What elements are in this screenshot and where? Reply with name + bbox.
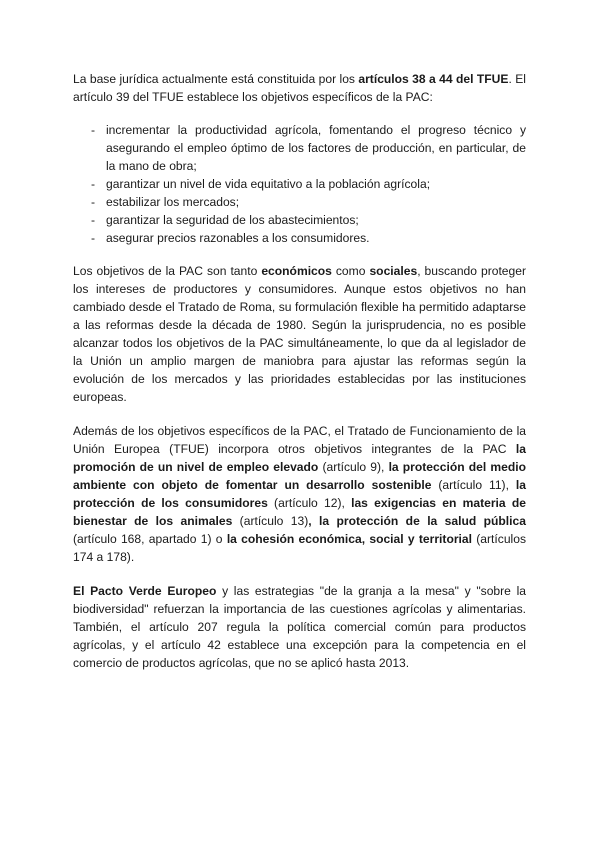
objectives-list [73,121,526,247]
list-item [91,175,526,193]
text: Además de los objetivos específicos de la PAC, el Tratado de Funcionamiento de la Unión Europea (TFUE) incorpora otros objetivos integrantes de la PAC [73,424,526,456]
text: La base jurídica actualmente está constituida por los [73,72,359,86]
bold-text: artículos 38 a 44 del TFUE [358,72,509,86]
bold-text: la promoción de un nivel de empleo elevado [73,442,526,474]
dash-bullet: - [91,213,96,227]
bold-text: las exigencias en materia de bienestar de los animales [73,496,526,528]
text: (artículos 174 a 178). [73,532,527,564]
list-item-text: garantizar la seguridad de los abastecimientos; [106,213,359,227]
paragraph-green-deal [73,582,526,672]
paragraph-economic-social [73,262,526,406]
list-item [91,193,526,211]
text: (artículo 12), [267,496,352,510]
list-item [91,229,526,247]
dash-bullet: - [91,195,96,209]
list-item-text: garantizar un nivel de vida equitativo a la población agrícola; [106,177,431,191]
dash-bullet: - [91,177,96,191]
list-item-text: incrementar la productividad agrícola, fomentando el progreso técnico y asegurando el empleo óptimo de los factores de producción, en particular, de la mano de obra; [106,123,526,173]
text: (artículo 168, apartado 1) o [73,532,227,546]
bold-text: económicos [261,264,332,278]
text: (artículo 11), [431,478,516,492]
text: (artículo 13) [232,514,309,528]
text: (artículo 9), [318,460,389,474]
list-item-text: asegurar precios razonables a los consumidores. [106,231,370,245]
bold-text: la cohesión económica, social y territorial [226,532,472,546]
text: Los objetivos de la PAC son tanto [73,264,262,278]
dash-bullet: - [91,123,96,137]
bold-text: la protección del medio ambiente con objeto de fomentar un desarrollo sostenible [73,460,526,492]
bold-text: , la protección de la salud pública [308,514,526,528]
list-item [91,211,526,229]
text: como [331,264,370,278]
list-item [91,121,526,175]
paragraph-legal-basis [73,70,526,106]
text: y las estrategias "de la granja a la mesa" y "sobre la biodiversidad" refuerzan la importancia de las cuestiones agrícolas y alimentarias. También, el artículo 207 regula la política comercial común para productos agrícolas, y el artículo 42 establece una excepción para la competencia en el comercio de productos agrícolas, que no se aplicó hasta 2013. [73,584,526,670]
text: , buscando proteger los intereses de productores y consumidores. Aunque estos objetivos no han cambiado desde el Tratado de Roma, su formulación flexible ha permitido adaptarse a las reformas desde la década de 1980. Según la jurisprudencia, no es posible alcanzar todos los objetivos de la PAC simultáneamente, lo que da al legislador de la Unión un amplio margen de maniobra para ajustar las reformas según la evolución de los mercados y las prioridades establecidas por las instituciones europeas. [73,264,527,404]
paragraph-other-objectives [73,422,526,566]
text: . El artículo 39 del TFUE establece los objetivos específicos de la PAC: [73,72,526,104]
bold-text: la protección de los consumidores [73,478,526,510]
bold-text: El Pacto Verde Europeo [73,584,217,598]
dash-bullet: - [91,231,96,245]
bold-text: sociales [369,264,418,278]
list-item-text: estabilizar los mercados; [106,195,240,209]
